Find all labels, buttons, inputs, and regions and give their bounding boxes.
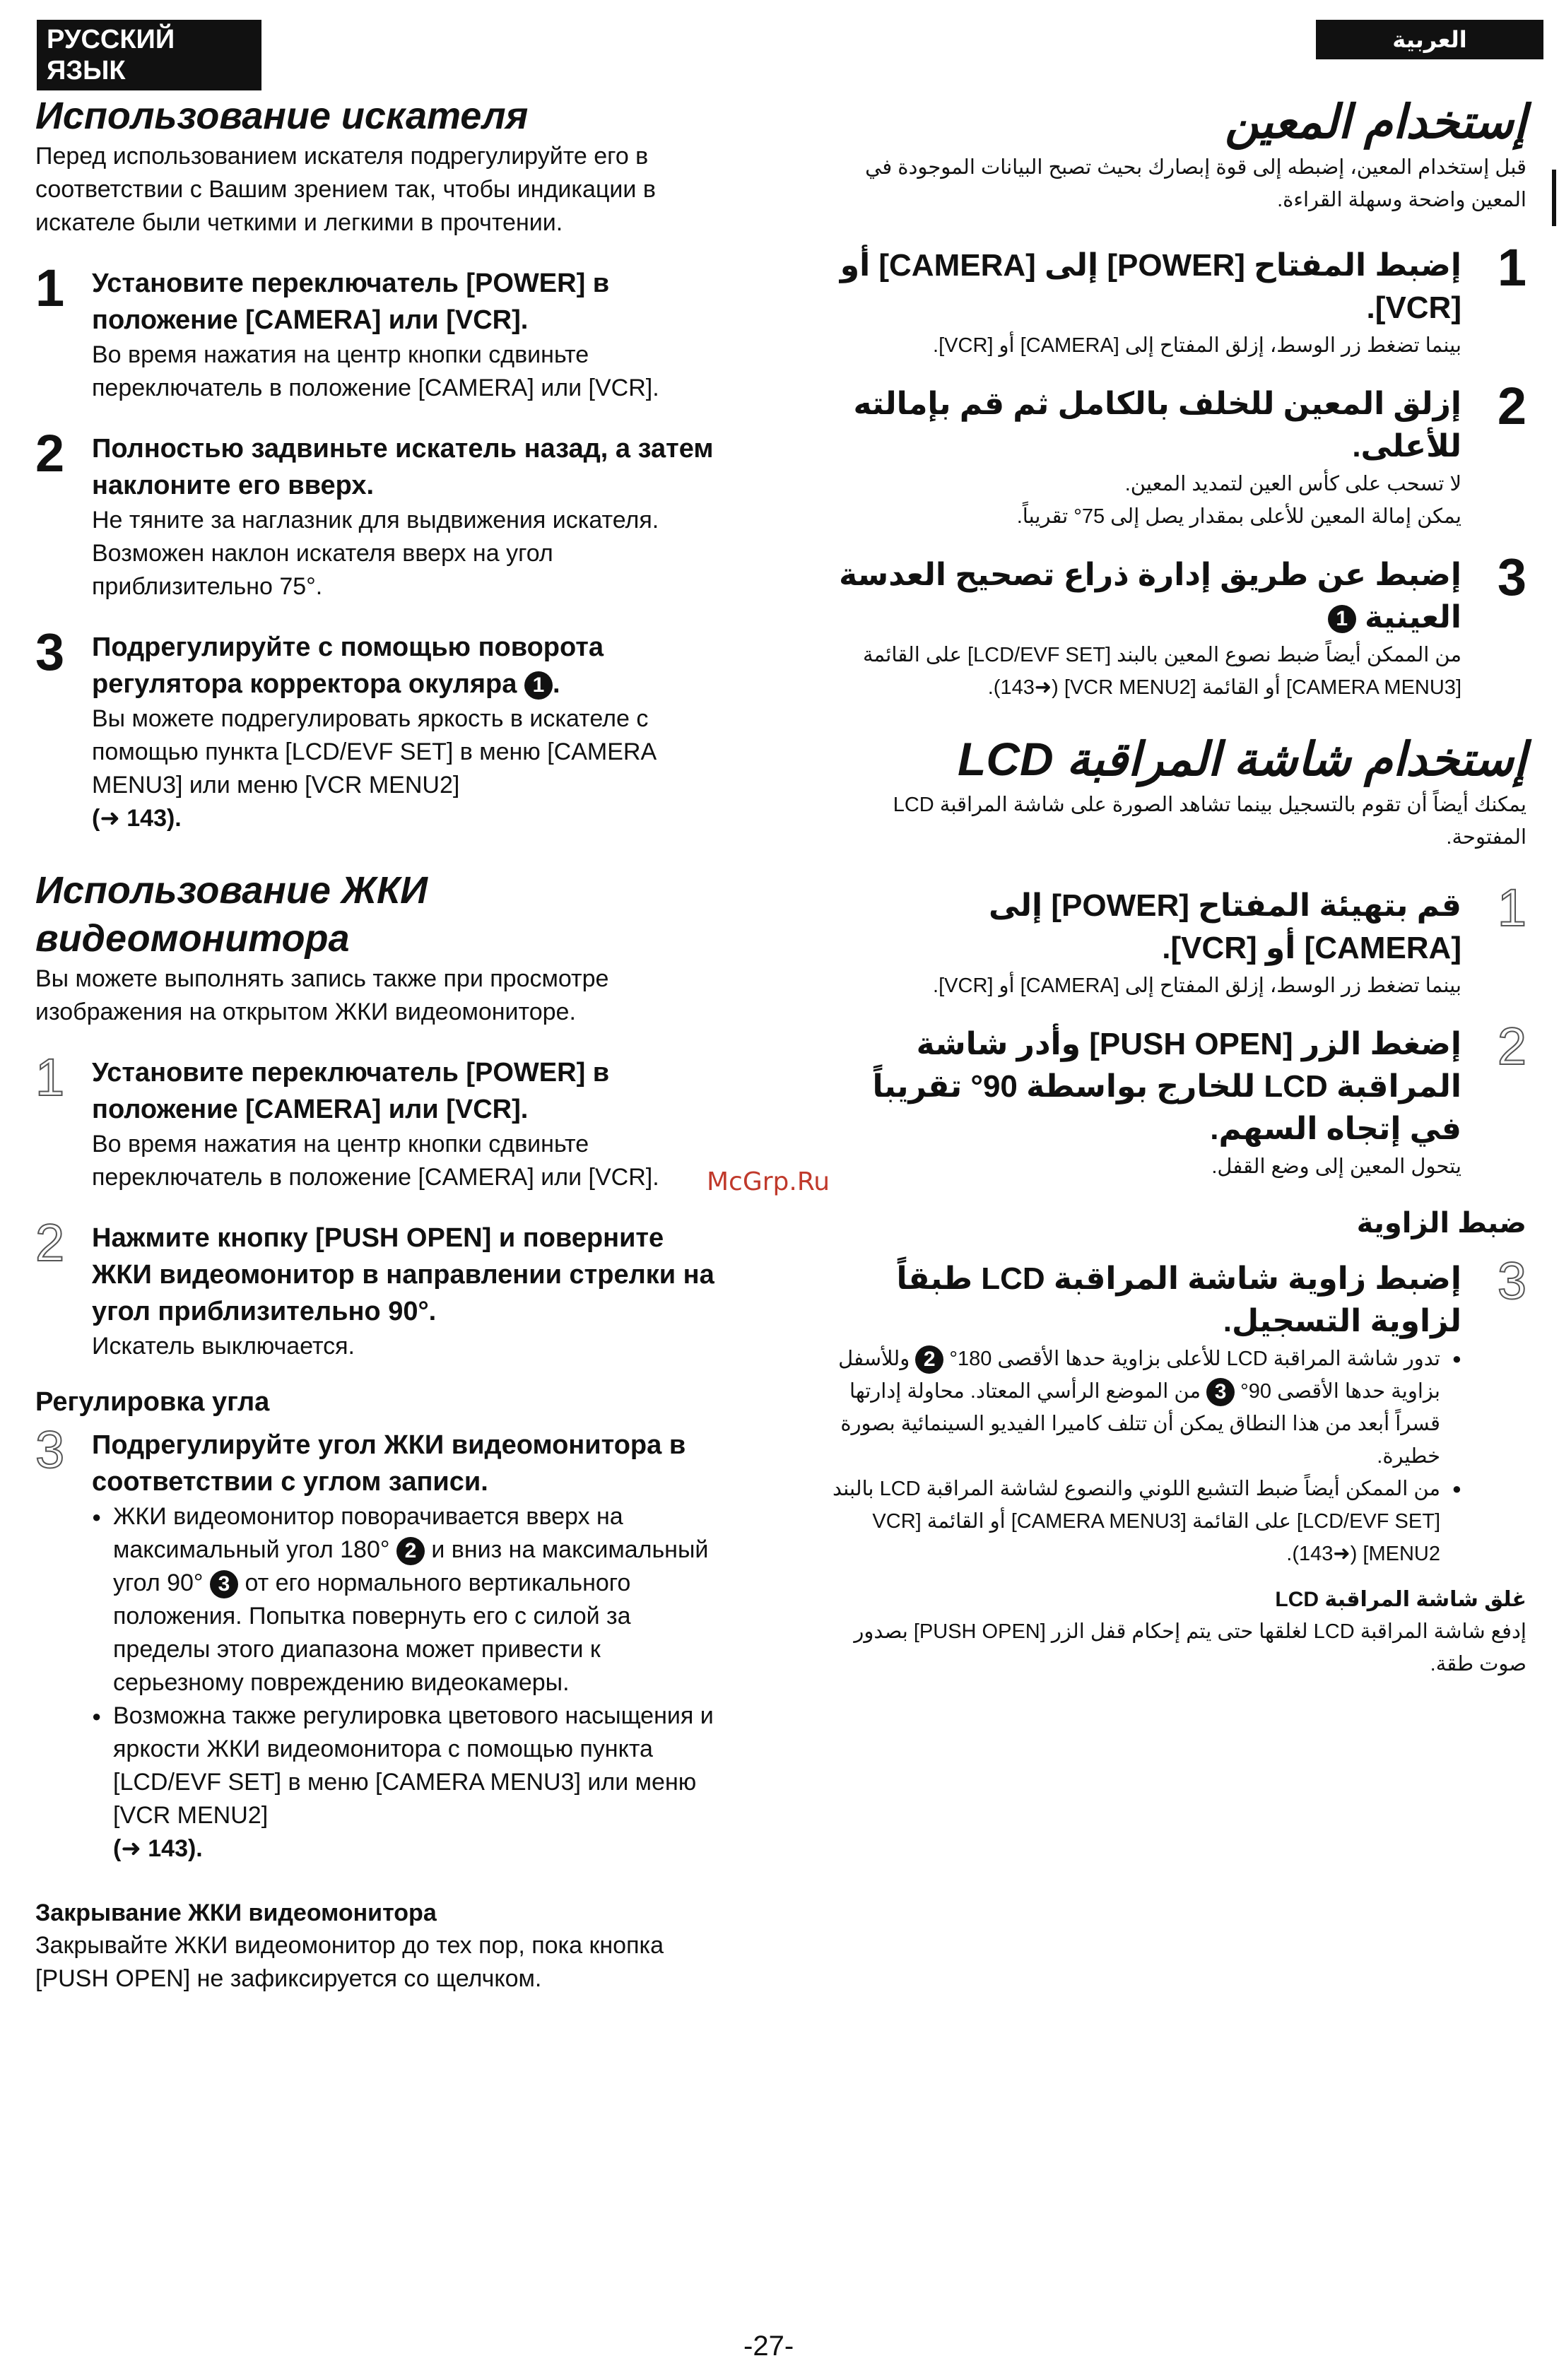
- bullet-text: ЖКИ видеомонитор поворачивается вверх на максимальный угол 180°: [113, 1503, 623, 1563]
- step-heading: قم بتهيئة المفتاح [POWER] إلى [CAMERA] أو [VCR].: [989, 888, 1461, 965]
- callout-marker: 2: [915, 1345, 943, 1374]
- ru-viewfinder-title: Использование искателя: [35, 95, 529, 137]
- step-number: 1: [35, 1048, 65, 1107]
- ar-angle-bullet-1: [827, 1343, 1461, 1473]
- bullet-text: от его нормального вертикального положения. Попытка повернуть его с силой за пределы этого диапазона может привести к серьезному повреждению видеокамеры.: [113, 1569, 631, 1696]
- ru-viewfinder-intro: Перед использованием искателя подрегулируйте его в соответствии с Вашим зрением так, чтобы индикации в искателе были четкими и легкими в прочтении.: [35, 143, 656, 236]
- step-number: 1: [1497, 238, 1526, 297]
- step-number: 2: [1497, 377, 1526, 435]
- arabic-column: [827, 92, 1526, 1680]
- callout-marker: 3: [210, 1570, 238, 1598]
- step-body: Во время нажатия на центр кнопки сдвиньте переключатель в положение [CAMERA] или [VCR].: [92, 1131, 659, 1191]
- step-body: يتحول المعين إلى وضع القفل.: [1211, 1155, 1461, 1178]
- step-number: 3: [35, 1420, 65, 1479]
- ru-angle-bullet-1: [92, 1500, 721, 1699]
- step-number: 3: [1497, 548, 1526, 606]
- step-number: 1: [1497, 878, 1526, 937]
- bullet-text: من الموضع الرأسي المعتاد. محاولة إدارتها قسراً أبعد من هذا النطاق يمكن أن تتلف كاميرا الفيديو السينمائية بصورة خطيرة.: [840, 1380, 1440, 1468]
- ar-lcd-title: إستخدام شاشة المراقبة LCD: [958, 733, 1526, 785]
- step-body: Искатель выключается.: [92, 1333, 355, 1360]
- callout-marker: 3: [1206, 1378, 1235, 1406]
- step-body: Во время нажатия на центр кнопки сдвиньте переключатель в положение [CAMERA] или [VCR].: [92, 341, 659, 401]
- ar-lcd-step-1: [827, 878, 1526, 1002]
- bullet-text: تدور شاشة المراقبة LCD للأعلى بزاوية حدها الأقصى 180°: [949, 1348, 1440, 1370]
- ar-angle-bullet-2: ● من الممكن أيضاً ضبط التشبع اللوني والنصوع لشاشة المراقبة LCD بالبند [LCD/EVF SET] على القائمة [CAMERA MENU3] أو القائمة [VCR MENU2] (➜143).: [827, 1473, 1461, 1570]
- step-heading: إضبط المفتاح [POWER] إلى [CAMERA] أو [VCR].: [840, 248, 1461, 325]
- step-heading: Установите переключатель [POWER] в положение [CAMERA] или [VCR].: [92, 1058, 610, 1124]
- step-body-2: يمكن إمالة المعين للأعلى بمقدار يصل إلى 75° تقريباً.: [1016, 505, 1461, 528]
- callout-marker: 1: [1328, 605, 1356, 633]
- ar-vf-step-2: [827, 377, 1526, 533]
- ru-lcd-step-1: [35, 1048, 721, 1194]
- ru-lcd-step-3: [35, 1420, 721, 1866]
- step-body: من الممكن أيضاً ضبط نصوع المعين بالبند [LCD/EVF SET] على القائمة [CAMERA MENU3] أو القائمة [VCR MENU2] (➜143).: [862, 644, 1461, 699]
- step-body: Не тяните за наглазник для выдвижения искателя. Возможен наклон искателя вверх на угол приблизительно 75°.: [92, 507, 659, 600]
- page-edge-mark: [1552, 170, 1556, 226]
- ar-lcd-step-2: [827, 1017, 1526, 1183]
- step-heading-text: Подрегулируйте с помощью поворота регулятора корректора окуляра: [92, 632, 604, 699]
- step-heading: إضغط الزر [PUSH OPEN] وأدر شاشة المراقبة LCD للخارج بواسطة 90° تقريباً في إتجاه السهم.: [872, 1027, 1461, 1146]
- step-heading: إزلق المعين للخلف بالكامل ثم قم بإمالته للأعلى.: [853, 387, 1461, 464]
- ar-closing-heading: غلق شاشة المراقبة LCD: [1275, 1588, 1526, 1611]
- bullet-text: Возможна также регулировка цветового насыщения и яркости ЖКИ видеомонитора с помощью пункта [LCD/EVF SET] в меню [CAMERA MENU3] или меню [VCR MENU2]: [113, 1702, 714, 1829]
- ru-lcd-intro: Вы можете выполнять запись также при просмотре изображения на открытом ЖКИ видеомониторе.: [35, 965, 609, 1025]
- language-badge-russian: РУССКИЙ ЯЗЫК: [37, 20, 261, 90]
- ru-lcd-title: Использование ЖКИ видеомонитора: [35, 869, 428, 960]
- step-heading: [92, 629, 721, 702]
- step-heading: [827, 554, 1461, 639]
- step-number: 1: [35, 259, 65, 317]
- step-heading: Установите переключатель [POWER] в положение [CAMERA] или [VCR].: [92, 269, 610, 335]
- step-heading: Полностью задвиньте искатель назад, а затем наклоните его вверх.: [92, 434, 714, 500]
- bullet-text: и вниз на максимальный угол 90°: [113, 1536, 709, 1596]
- ar-lcd-intro: يمكنك أيضاً أن تقوم بالتسجيل بينما تشاهد الصورة على شاشة المراقبة LCD المفتوحة.: [893, 794, 1526, 849]
- step-heading: Нажмите кнопку [PUSH OPEN] и поверните ЖКИ видеомонитор в направлении стрелки на угол приблизительно 90°.: [92, 1223, 714, 1326]
- step-body: Вы можете подрегулировать яркость в искателе с помощью пункта [LCD/EVF SET] в меню [CAMERA MENU3] или меню [VCR MENU2]: [92, 705, 656, 799]
- page-reference: (➜ 143).: [92, 805, 182, 832]
- step-body: بينما تضغط زر الوسط، إزلق المفتاح إلى [CAMERA] أو [VCR].: [933, 974, 1461, 997]
- step-number: 3: [35, 623, 65, 681]
- watermark-text: McGrp.Ru: [707, 1167, 830, 1196]
- ru-closing-body: Закрывайте ЖКИ видеомонитор до тех пор, пока кнопка [PUSH OPEN] не зафиксируется со щелчком.: [35, 1932, 664, 1992]
- step-heading: إضبط زاوية شاشة المراقبة LCD طبقاً لزاوية التسجيل.: [896, 1261, 1461, 1338]
- step-number: 2: [1497, 1017, 1526, 1076]
- ru-vf-step-1: [35, 259, 721, 405]
- step-number: 3: [1497, 1251, 1526, 1310]
- ru-angle-heading: Регулировка угла: [35, 1387, 270, 1417]
- page-reference: (➜ 143).: [113, 1835, 203, 1862]
- ar-lcd-step-3: [827, 1251, 1526, 1570]
- ar-angle-heading: ضبط الزاوية: [1356, 1208, 1526, 1239]
- ru-closing-heading: Закрывание ЖКИ видеомонитора: [35, 1899, 437, 1926]
- step-heading-end: .: [552, 669, 560, 699]
- ar-closing-body: إدفع شاشة المراقبة LCD لغلقها حتى يتم إحكام قفل الزر [PUSH OPEN] بصدور صوت طقة.: [854, 1620, 1526, 1675]
- step-heading: Подрегулируйте угол ЖКИ видеомонитора в соответствии с углом записи.: [92, 1430, 686, 1497]
- russian-column: [35, 92, 721, 1996]
- callout-marker: 1: [524, 671, 553, 700]
- ar-vf-step-3: [827, 548, 1526, 704]
- step-body: لا تسحب على كأس العين لتمديد المعين.: [1124, 473, 1461, 495]
- ru-angle-bullet-2: [92, 1699, 721, 1866]
- ar-viewfinder-title: إستخدام المعين: [1225, 95, 1526, 148]
- ar-vf-step-1: [827, 238, 1526, 362]
- step-heading-text: إضبط عن طريق إدارة ذراع تصحيح العدسة العينية: [839, 558, 1461, 635]
- step-number: 2: [35, 1213, 65, 1272]
- bullet-text: وللأسفل بزاوية حدها الأقصى 90°: [838, 1348, 1440, 1403]
- ru-vf-step-2: [35, 424, 721, 603]
- ru-lcd-step-2: [35, 1213, 721, 1363]
- page-number: -27-: [743, 2331, 794, 2362]
- language-badge-arabic: العربية: [1316, 20, 1543, 59]
- callout-marker: 2: [396, 1537, 425, 1565]
- ar-viewfinder-intro: قبل إستخدام المعين، إضبطه إلى قوة إبصارك بحيث تصبح البيانات الموجودة في المعين واضحة وسهلة القراءة.: [865, 156, 1526, 211]
- step-number: 2: [35, 424, 65, 483]
- ru-vf-step-3: [35, 623, 721, 835]
- step-body: بينما تضغط زر الوسط، إزلق المفتاح إلى [CAMERA] أو [VCR].: [933, 334, 1461, 357]
